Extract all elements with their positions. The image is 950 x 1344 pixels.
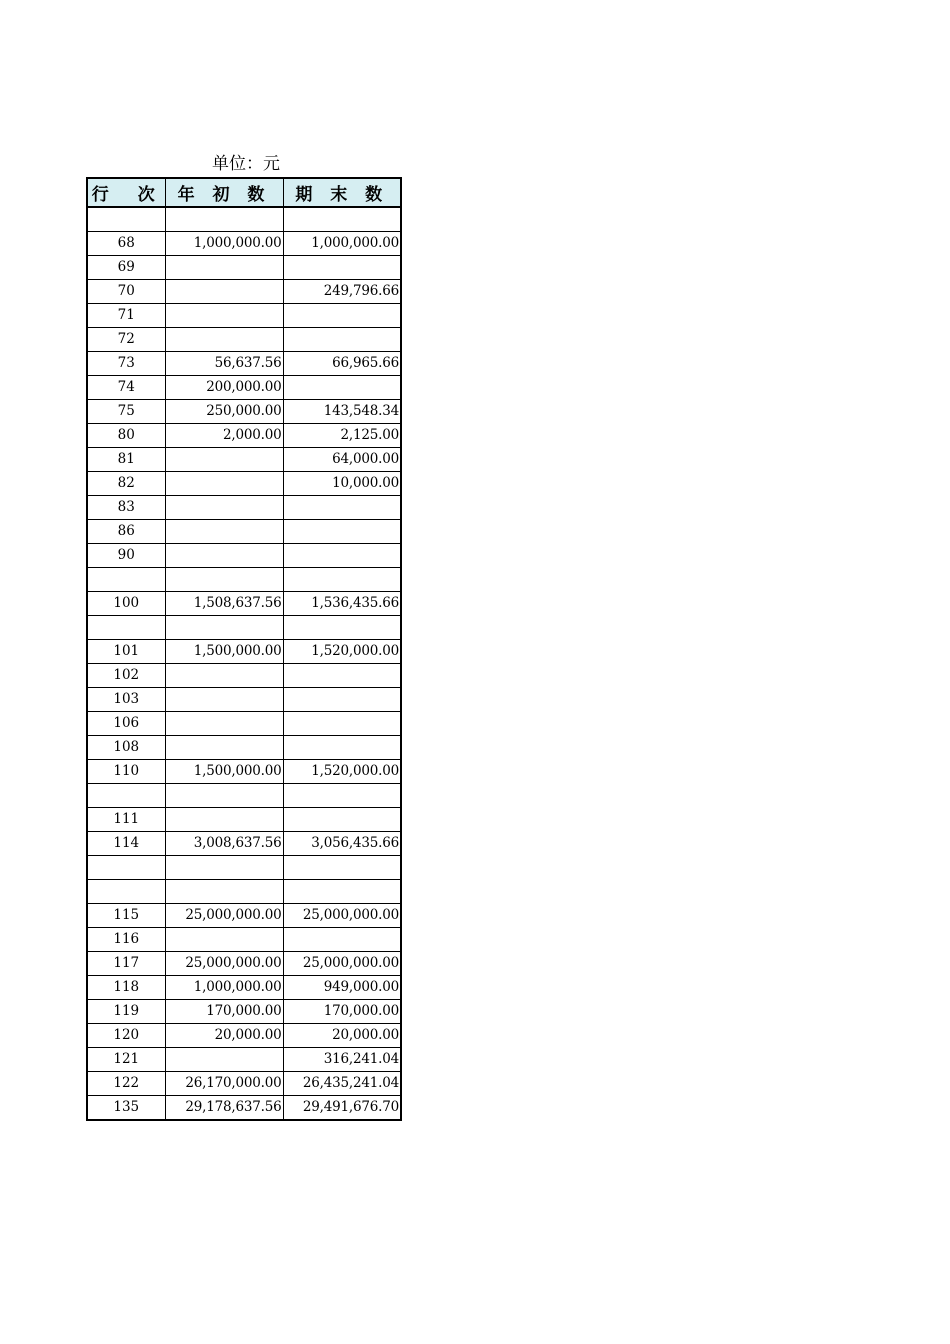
end-amount-cell: 25,000,000.00 — [283, 904, 401, 928]
end-amount-cell: 1,536,435.66 — [283, 592, 401, 616]
line-no-cell: 111 — [87, 808, 165, 832]
line-no-cell: 100 — [87, 592, 165, 616]
line-no-cell: 108 — [87, 736, 165, 760]
begin-amount-cell — [165, 808, 283, 832]
table-row — [87, 784, 401, 808]
end-amount-cell: 143,548.34 — [283, 400, 401, 424]
line-no-cell: 114 — [87, 832, 165, 856]
begin-amount-cell — [165, 207, 283, 232]
begin-amount-cell — [165, 712, 283, 736]
begin-amount-cell: 1,500,000.00 — [165, 640, 283, 664]
table-row — [87, 808, 401, 832]
begin-amount-cell: 56,637.56 — [165, 352, 283, 376]
end-amount-cell — [283, 688, 401, 712]
begin-amount-cell — [165, 280, 283, 304]
line-no-cell — [87, 880, 165, 904]
end-amount-cell — [283, 568, 401, 592]
line-no-cell: 70 — [87, 280, 165, 304]
begin-amount-cell: 1,508,637.56 — [165, 592, 283, 616]
line-no-cell: 69 — [87, 256, 165, 280]
line-no-cell: 122 — [87, 1072, 165, 1096]
begin-amount-cell — [165, 520, 283, 544]
begin-amount-cell — [165, 664, 283, 688]
table-row — [87, 856, 401, 880]
line-no-cell: 82 — [87, 472, 165, 496]
table-row — [87, 520, 401, 544]
end-amount-cell — [283, 856, 401, 880]
end-amount-cell: 25,000,000.00 — [283, 952, 401, 976]
table-row — [87, 928, 401, 952]
end-amount-cell: 316,241.04 — [283, 1048, 401, 1072]
line-no-cell: 75 — [87, 400, 165, 424]
table-row — [87, 424, 401, 448]
line-no-cell: 116 — [87, 928, 165, 952]
end-amount-cell — [283, 496, 401, 520]
begin-amount-cell — [165, 328, 283, 352]
end-amount-cell — [283, 616, 401, 640]
begin-amount-cell — [165, 544, 283, 568]
begin-amount-cell — [165, 880, 283, 904]
line-no-cell: 73 — [87, 352, 165, 376]
line-no-cell: 71 — [87, 304, 165, 328]
header-line-no: 行 次 — [87, 178, 165, 207]
begin-amount-cell — [165, 256, 283, 280]
line-no-cell: 117 — [87, 952, 165, 976]
end-amount-cell: 249,796.66 — [283, 280, 401, 304]
begin-amount-cell: 3,008,637.56 — [165, 832, 283, 856]
table-row — [87, 1024, 401, 1048]
table-row — [87, 880, 401, 904]
line-no-cell: 101 — [87, 640, 165, 664]
begin-amount-cell — [165, 496, 283, 520]
begin-amount-cell — [165, 688, 283, 712]
table-row — [87, 207, 401, 232]
begin-amount-cell — [165, 304, 283, 328]
begin-amount-cell: 20,000.00 — [165, 1024, 283, 1048]
line-no-cell: 72 — [87, 328, 165, 352]
table-row — [87, 376, 401, 400]
table-row — [87, 1048, 401, 1072]
table-row — [87, 736, 401, 760]
end-amount-cell — [283, 376, 401, 400]
line-no-cell — [87, 568, 165, 592]
end-amount-cell: 170,000.00 — [283, 1000, 401, 1024]
header-end-amount: 期 末 数 — [283, 178, 401, 207]
line-no-cell: 106 — [87, 712, 165, 736]
line-no-cell: 68 — [87, 232, 165, 256]
table-row — [87, 304, 401, 328]
end-amount-cell — [283, 520, 401, 544]
end-amount-cell — [283, 207, 401, 232]
line-no-cell: 83 — [87, 496, 165, 520]
end-amount-cell: 1,520,000.00 — [283, 760, 401, 784]
table-row — [87, 904, 401, 928]
line-no-cell: 115 — [87, 904, 165, 928]
begin-amount-cell: 200,000.00 — [165, 376, 283, 400]
end-amount-cell — [283, 664, 401, 688]
table-row — [87, 472, 401, 496]
line-no-cell: 120 — [87, 1024, 165, 1048]
begin-amount-cell: 29,178,637.56 — [165, 1096, 283, 1121]
table-row — [87, 976, 401, 1000]
begin-amount-cell: 170,000.00 — [165, 1000, 283, 1024]
line-no-cell: 110 — [87, 760, 165, 784]
begin-amount-cell: 2,000.00 — [165, 424, 283, 448]
table-row — [87, 280, 401, 304]
end-amount-cell — [283, 736, 401, 760]
table-row — [87, 1096, 401, 1121]
table-row — [87, 568, 401, 592]
begin-amount-cell: 25,000,000.00 — [165, 952, 283, 976]
header-row — [87, 178, 401, 207]
line-no-cell: 80 — [87, 424, 165, 448]
line-no-cell — [87, 856, 165, 880]
begin-amount-cell — [165, 616, 283, 640]
unit-label: 单位：元 — [212, 154, 280, 174]
table-row — [87, 952, 401, 976]
begin-amount-cell — [165, 1048, 283, 1072]
begin-amount-cell — [165, 928, 283, 952]
begin-amount-cell: 1,000,000.00 — [165, 976, 283, 1000]
table-row — [87, 1072, 401, 1096]
table-row — [87, 232, 401, 256]
table-row — [87, 688, 401, 712]
line-no-cell: 135 — [87, 1096, 165, 1121]
end-amount-cell: 20,000.00 — [283, 1024, 401, 1048]
line-no-cell — [87, 616, 165, 640]
end-amount-cell: 2,125.00 — [283, 424, 401, 448]
end-amount-cell — [283, 784, 401, 808]
begin-amount-cell — [165, 784, 283, 808]
end-amount-cell — [283, 328, 401, 352]
end-amount-cell: 3,056,435.66 — [283, 832, 401, 856]
end-amount-cell — [283, 928, 401, 952]
table-row — [87, 616, 401, 640]
table-row — [87, 832, 401, 856]
end-amount-cell: 10,000.00 — [283, 472, 401, 496]
table-row — [87, 328, 401, 352]
table-row — [87, 640, 401, 664]
line-no-cell: 103 — [87, 688, 165, 712]
begin-amount-cell — [165, 856, 283, 880]
table-row — [87, 544, 401, 568]
balance-table — [86, 177, 402, 1121]
begin-amount-cell — [165, 568, 283, 592]
begin-amount-cell: 25,000,000.00 — [165, 904, 283, 928]
end-amount-cell: 26,435,241.04 — [283, 1072, 401, 1096]
line-no-cell: 74 — [87, 376, 165, 400]
end-amount-cell — [283, 304, 401, 328]
end-amount-cell — [283, 544, 401, 568]
end-amount-cell: 29,491,676.70 — [283, 1096, 401, 1121]
line-no-cell: 119 — [87, 1000, 165, 1024]
begin-amount-cell: 1,000,000.00 — [165, 232, 283, 256]
line-no-cell: 86 — [87, 520, 165, 544]
end-amount-cell: 1,520,000.00 — [283, 640, 401, 664]
end-amount-cell — [283, 880, 401, 904]
begin-amount-cell — [165, 472, 283, 496]
end-amount-cell: 949,000.00 — [283, 976, 401, 1000]
end-amount-cell — [283, 256, 401, 280]
line-no-cell — [87, 207, 165, 232]
begin-amount-cell: 26,170,000.00 — [165, 1072, 283, 1096]
table-row — [87, 712, 401, 736]
table-row — [87, 664, 401, 688]
table-row — [87, 592, 401, 616]
table-row — [87, 496, 401, 520]
end-amount-cell: 66,965.66 — [283, 352, 401, 376]
line-no-cell — [87, 784, 165, 808]
begin-amount-cell: 250,000.00 — [165, 400, 283, 424]
line-no-cell: 81 — [87, 448, 165, 472]
header-begin-amount: 年 初 数 — [165, 178, 283, 207]
begin-amount-cell — [165, 448, 283, 472]
end-amount-cell: 64,000.00 — [283, 448, 401, 472]
end-amount-cell — [283, 808, 401, 832]
table-row — [87, 400, 401, 424]
line-no-cell: 121 — [87, 1048, 165, 1072]
begin-amount-cell: 1,500,000.00 — [165, 760, 283, 784]
end-amount-cell — [283, 712, 401, 736]
table-row — [87, 760, 401, 784]
table-body — [87, 207, 401, 1120]
table-row — [87, 448, 401, 472]
line-no-cell: 102 — [87, 664, 165, 688]
line-no-cell: 118 — [87, 976, 165, 1000]
end-amount-cell: 1,000,000.00 — [283, 232, 401, 256]
begin-amount-cell — [165, 736, 283, 760]
table-row — [87, 256, 401, 280]
line-no-cell: 90 — [87, 544, 165, 568]
table-row — [87, 1000, 401, 1024]
table-row — [87, 352, 401, 376]
